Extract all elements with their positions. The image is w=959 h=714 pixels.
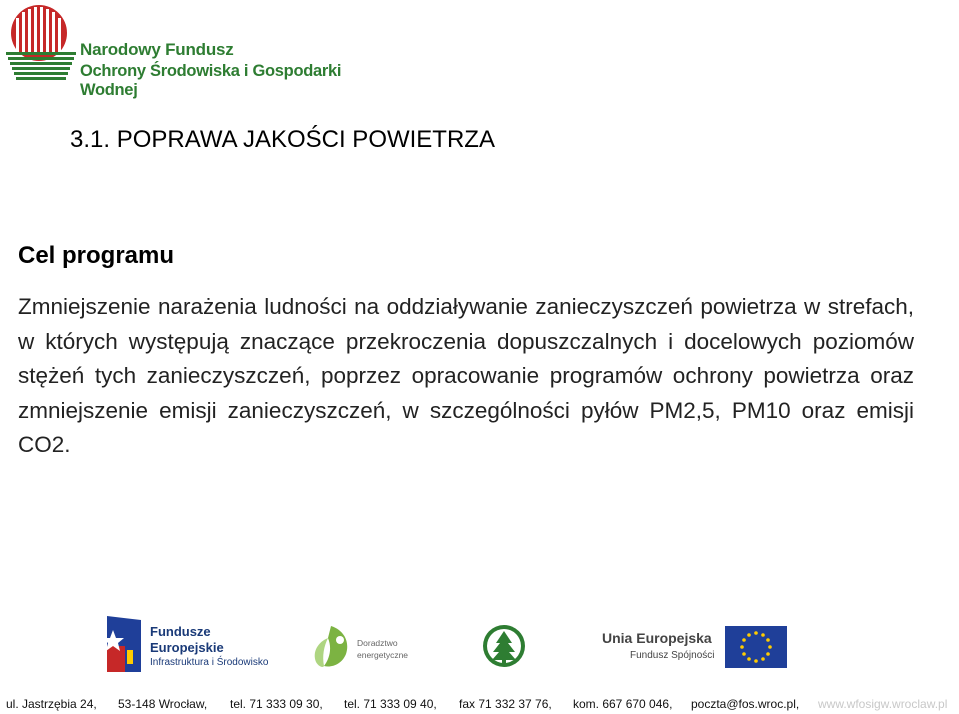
program-description: Zmniejszenie narażenia ludności na oddziaływanie zanieczyszczeń powietrza w strefach, w których występują znaczące przekroczenia dopuszczalnych i docelowych poziomów stężeń tych zanieczyszczeń, poprzez opracowanie programów ochrony powietrza oraz zmniejszenie emisji zanieczyszczeń, w szczególności pyłów PM2,5, PM10 oraz emisji CO2. <box>18 294 914 457</box>
fe-line1: Fundusze <box>150 624 211 639</box>
fe-line2: Europejskie <box>150 640 224 655</box>
program-heading: Cel programu <box>18 242 175 269</box>
eu-line1: Unia Europejska <box>602 630 712 646</box>
footer-tel2: tel. 71 333 09 40, <box>344 697 437 711</box>
section-title: 3.1. POPRAWA JAKOŚCI POWIETRZA <box>70 126 495 153</box>
footer-contact <box>0 697 959 713</box>
de-line2: energetyczne <box>357 650 409 660</box>
footer-address: ul. Jastrzębia 24, <box>6 697 97 711</box>
wfosigw-tree-icon <box>482 624 526 668</box>
eu-line2: Fundusz Spójności <box>630 650 715 661</box>
nfosigw-emblem-icon <box>6 4 78 80</box>
footer-email[interactable]: poczta@fos.wroc.pl, <box>691 697 800 711</box>
footer-postcode: 53-148 Wrocław, <box>118 697 208 711</box>
nfosigw-logo <box>6 4 376 99</box>
footer-mobile: kom. 667 670 046, <box>573 697 673 711</box>
doradztwo-energetyczne-logo <box>310 624 420 672</box>
footer-website-link[interactable]: www.wfosigw.wroclaw.pl <box>818 697 948 711</box>
org-name-line2: Ochrony Środowiska i Gospodarki Wodnej <box>80 62 342 99</box>
footer-fax: fax 71 332 37 76, <box>459 697 552 711</box>
footer-tel1: tel. 71 333 09 30, <box>230 697 323 711</box>
unia-europejska-logo <box>600 624 790 672</box>
fundusze-europejskie-logo <box>107 616 277 676</box>
org-name-line1: Narodowy Fundusz <box>80 40 234 59</box>
leaf-icon <box>310 624 352 670</box>
fe-star-icon <box>107 616 141 672</box>
fe-line3: Infrastruktura i Środowisko <box>150 657 269 668</box>
de-line1: Doradztwo <box>357 638 398 648</box>
eu-flag-icon <box>725 626 787 668</box>
